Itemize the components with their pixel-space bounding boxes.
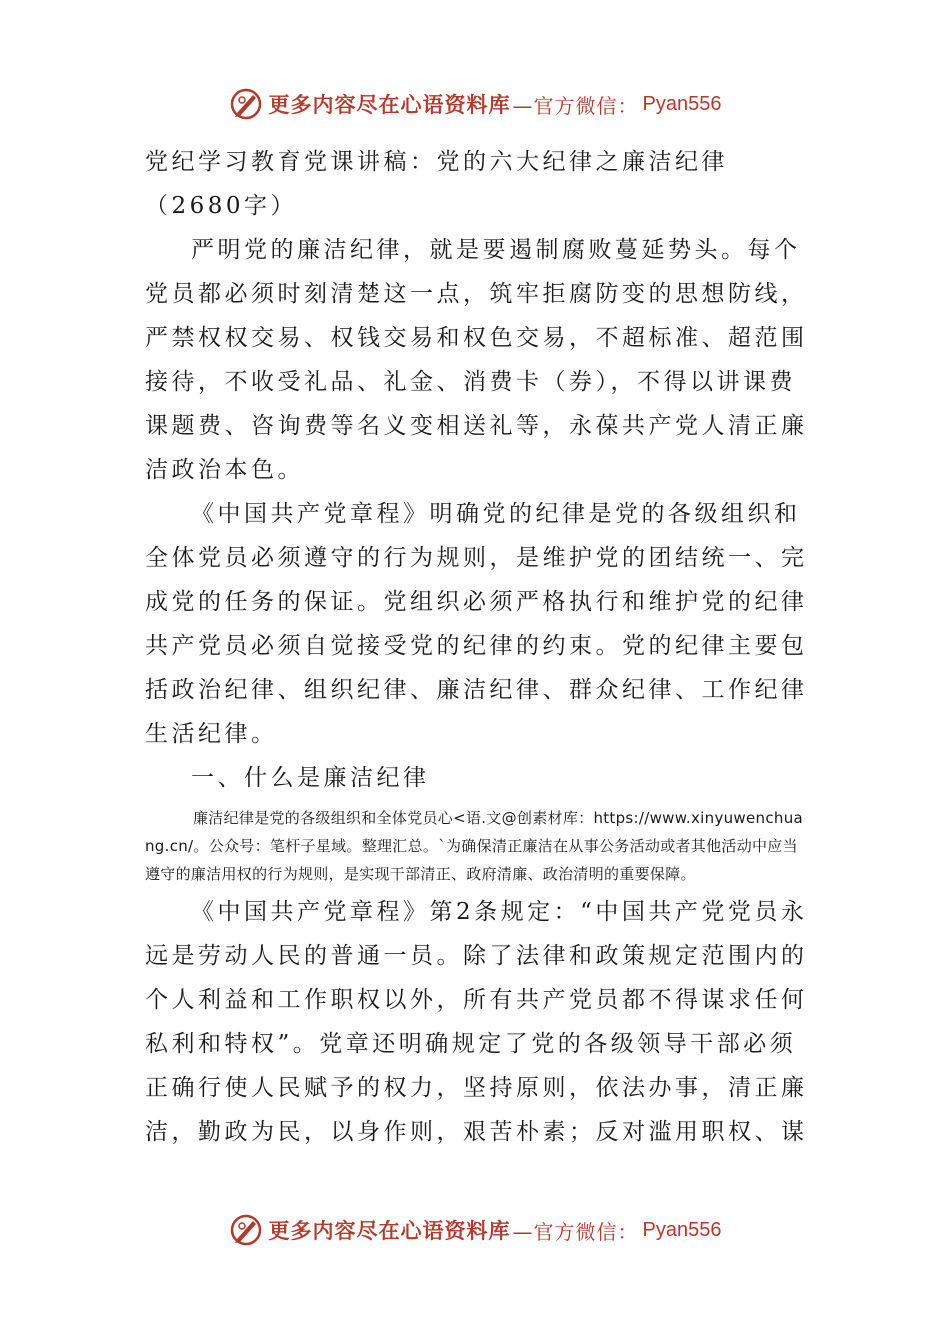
document-title: 党纪学习教育党课讲稿：党的六大纪律之廉洁纪律（2680字） [145, 149, 728, 219]
header-banner[interactable] [0, 84, 950, 124]
banner-title: 更多内容尽在心语资料库 [268, 1218, 511, 1243]
footer-banner[interactable] [0, 1210, 950, 1250]
document-body [145, 140, 808, 1154]
paragraph-3: 《中国共产党章程》第2条规定：“中国共产党党员永远是劳动人民的普通一员。除了法律和政策规定范围内的个人利益和工作职权以外，所有共产党员都不得谋求任何私利和特权”。党章还明确规定了党的各级领导干部必须正确行使人民赋予的权力，坚持原则，依法办事，清正廉洁，勤政为民，以身作则，艰苦朴素；反对滥用职权、谋 [145, 899, 808, 1145]
banner-wechat-id: Pyan556 [642, 1218, 722, 1241]
banner-wechat-id: Pyan556 [642, 92, 722, 115]
pen-logo-icon [229, 87, 263, 121]
banner-sub: —官方微信： [512, 1219, 639, 1244]
banner-sub: —官方微信： [512, 93, 639, 118]
banner-title: 更多内容尽在心语资料库 [268, 92, 511, 117]
paragraph-2: 《中国共产党章程》明确党的纪律是党的各级组织和全体党员必须遵守的行为规则，是维护党的团结统一、完成党的任务的保证。党组织必须严格执行和维护党的纪律共产党员必须自觉接受党的纪律的约束。党的纪律主要包括政治纪律、组织纪律、廉洁纪律、群众纪律、工作纪律生活纪律。 [145, 501, 808, 747]
pen-logo-icon [229, 1213, 263, 1247]
paragraph-1: 严明党的廉洁纪律，就是要遏制腐败蔓延势头。每个党员都必须时刻清楚这一点，筑牢拒腐防变的思想防线，严禁权权交易、权钱交易和权色交易，不超标准、超范围接待，不收受礼品、礼金、消费卡（券），不得以讲课费课题费、咨询费等名义变相送礼等，永葆共产党人清正廉洁政治本色。 [145, 237, 808, 483]
section-heading: 一、什么是廉洁纪律 [191, 765, 430, 791]
small-note: 廉洁纪律是党的各级组织和全体党员心<语.文@创素材库：https://www.xinyuwenchuang.cn/。公众号：笔杆子星域。整理汇总。`为确保清正廉洁在从事公务活动或者其他活动中应当遵守的廉洁用权的行为规则，是实现干部清正、政府清廉、政治清明的重要保障。 [145, 809, 803, 883]
